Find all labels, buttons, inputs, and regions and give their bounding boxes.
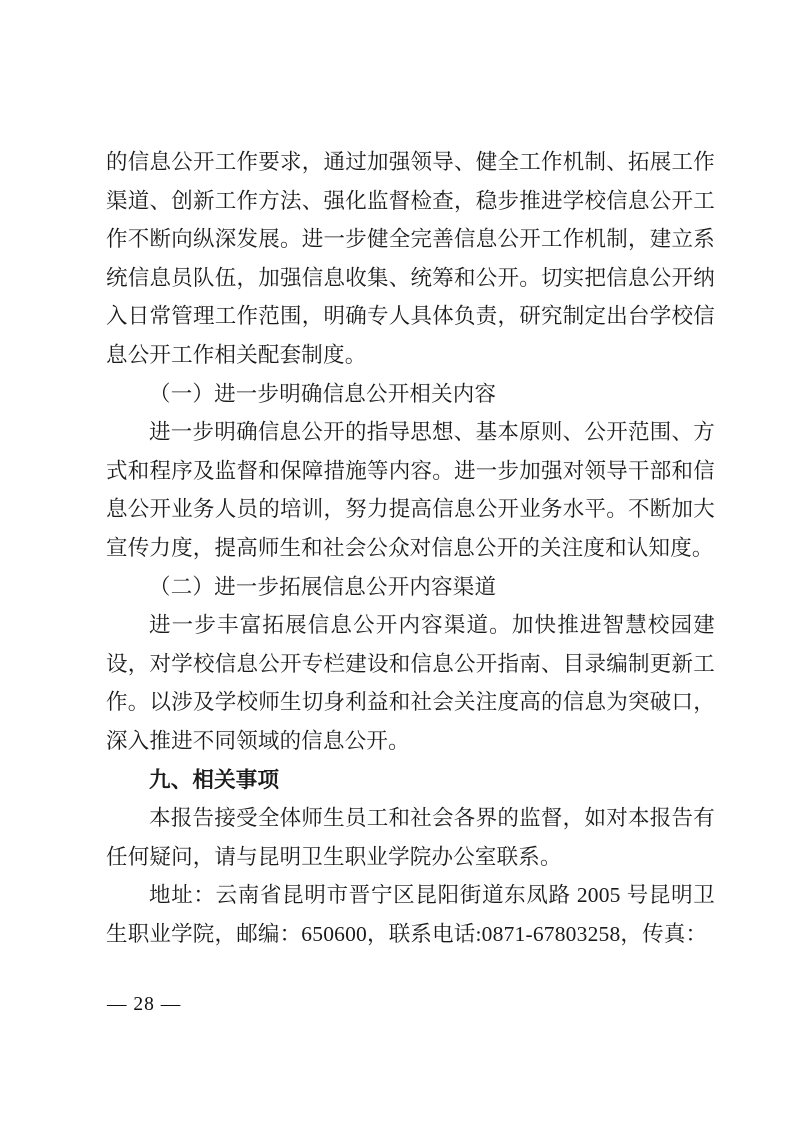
paragraph-contact-address: 地址：云南省昆明市晋宁区昆阳街道东凤路 2005 号昆明卫生职业学院，邮编：650600，联系电话:0871-67803258，传真：: [106, 883, 715, 946]
paragraph-supervision: 本报告接受全体师生员工和社会各界的监督，如对本报告有任何疑问，请与昆明卫生职业学院办公室联系。: [106, 806, 715, 869]
paragraph-continuation: 的信息公开工作要求，通过加强领导、健全工作机制、拓展工作渠道、创新工作方法、强化监督检查，稳步推进学校信息公开工作不断向纵深发展。进一步健全完善信息公开工作机制，建立系统信息员队伍，加强信息收集、统筹和公开。切实把信息公开纳入日常管理工作范围，明确专人具体负责，研究制定出台学校信息公开工作相关配套制度。: [106, 150, 715, 367]
paragraph-sub-2: 进一步丰富拓展信息公开内容渠道。加快推进智慧校园建设，对学校信息公开专栏建设和信息公开指南、目录编制更新工作。以涉及学校师生切身利益和社会关注度高的信息为突破口，深入推进不同领域的信息公开。: [106, 613, 715, 753]
document-body: [106, 143, 715, 953]
section-heading-sub-2: （二）进一步拓展信息公开内容渠道: [149, 574, 497, 599]
section-heading-sub-1: （一）进一步明确信息公开相关内容: [149, 381, 497, 406]
section-heading-nine: 九、相关事项: [149, 767, 280, 792]
page-number: — 28 —: [107, 994, 182, 1015]
paragraph-sub-1: 进一步明确信息公开的指导思想、基本原则、公开范围、方式和程序及监督和保障措施等内容。进一步加强对领导干部和信息公开业务人员的培训，努力提高信息公开业务水平。不断加大宣传力度，提高师生和社会公众对信息公开的关注度和认知度。: [106, 420, 715, 560]
